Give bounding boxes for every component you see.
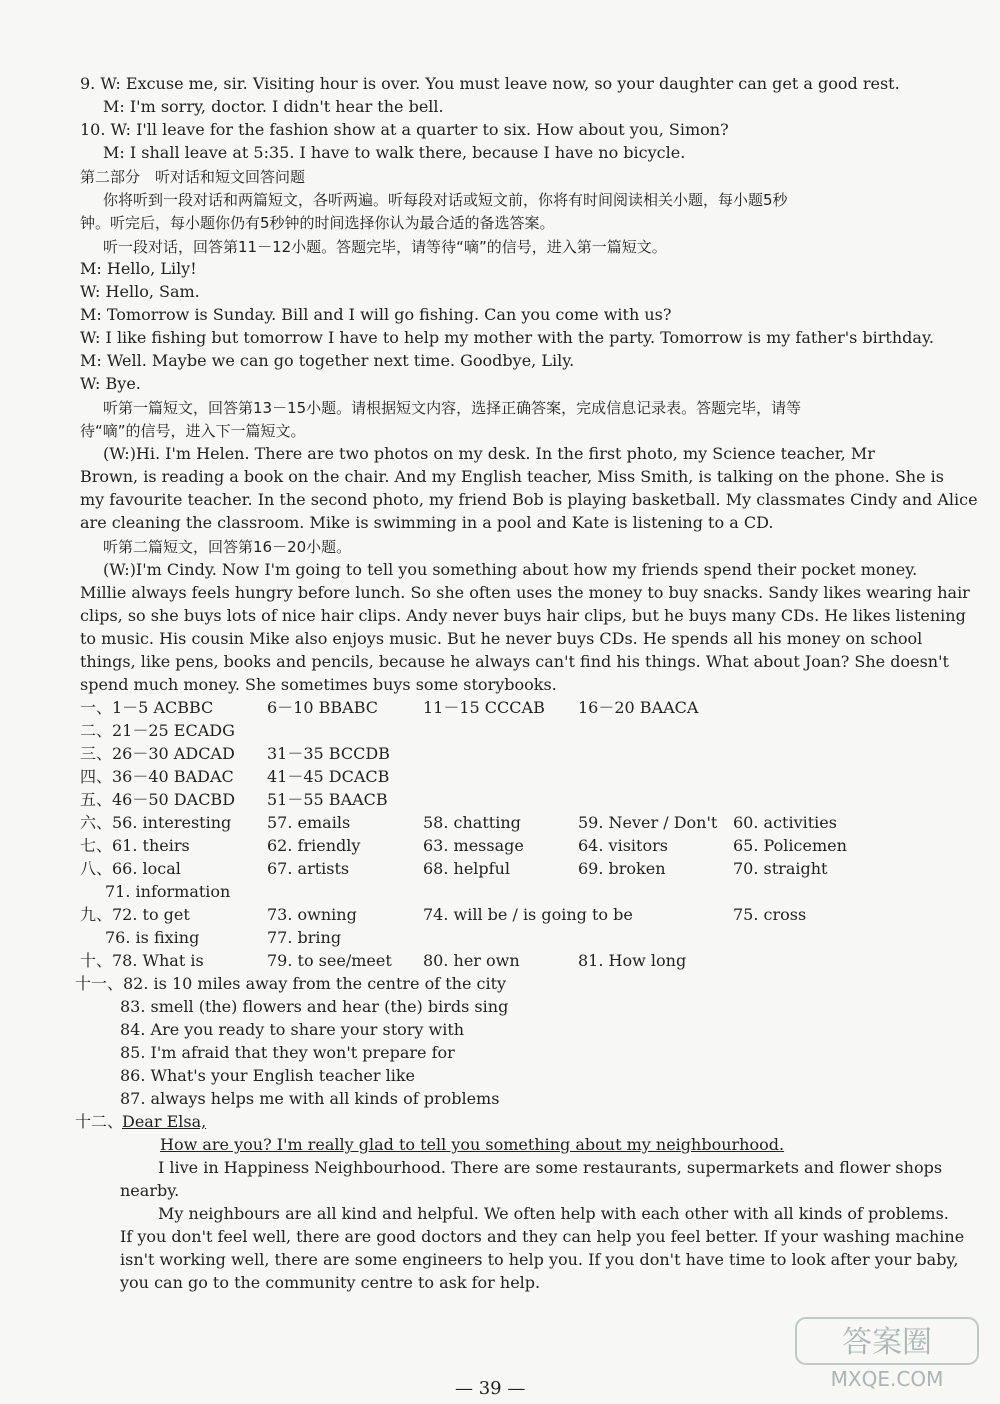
answer-cell: 76. is fixing xyxy=(105,928,200,947)
answer-cell: 59. Never / Don't xyxy=(578,813,718,832)
dialogue2-line: M: Hello, Lily! xyxy=(80,259,197,278)
part2-instruction-2: 钟。听完后，每小题你仍有5秒钟的时间选择你认为最合适的备选答案。 xyxy=(80,214,555,232)
answer-cell: 九、72. to get xyxy=(80,905,190,924)
passage1-line: Brown, is reading a book on the chair. And my English teacher, Miss Smith, is talking on the phone. She is xyxy=(80,467,944,486)
answer-cell: 65. Policemen xyxy=(733,836,847,855)
answer-cell: 83. smell (the) flowers and hear (the) birds sing xyxy=(120,997,509,1016)
passage1-line: are cleaning the classroom. Mike is swimming in a pool and Kate is listening to a CD. xyxy=(80,513,774,532)
part2-heading: 第二部分 听对话和短文回答问题 xyxy=(80,168,306,186)
answer-cell: 84. Are you ready to share your story with xyxy=(120,1020,465,1039)
answer-cell: 57. emails xyxy=(267,813,351,832)
svg-text:答案圈: 答案圈 xyxy=(842,1325,932,1360)
essay-line: nearby. xyxy=(120,1181,180,1200)
passage2-line: to music. His cousin Mike also enjoys music. But he never buys CDs. He spends all his money on school xyxy=(80,629,923,648)
passage2-line: (W:)I'm Cindy. Now I'm going to tell you something about how my friends spend their pocket money. xyxy=(103,560,918,579)
dialogue2-line: M: Well. Maybe we can go together next time. Goodbye, Lily. xyxy=(80,351,575,370)
watermark-icon xyxy=(792,1314,982,1394)
answer-cell: 85. I'm afraid that they won't prepare for xyxy=(120,1043,455,1062)
answer-cell: 80. her own xyxy=(423,951,520,970)
dialogue-line-9w: 9. W: Excuse me, sir. Visiting hour is over. You must leave now, so your daughter can get a good rest. xyxy=(80,74,900,93)
essay-line: How are you? I'm really glad to tell you something about my neighbourhood. xyxy=(160,1135,785,1154)
dialogue2-line: W: Hello, Sam. xyxy=(80,282,200,301)
answer-cell: 62. friendly xyxy=(267,836,361,855)
answer-cell: 31－35 BCCDB xyxy=(267,744,390,763)
answer-cell: 51－55 BAACB xyxy=(267,790,388,809)
answer-cell: 58. chatting xyxy=(423,813,521,832)
essay-greeting: Dear Elsa, xyxy=(122,1112,207,1131)
dialogue2-line: M: Tomorrow is Sunday. Bill and I will go fishing. Can you come with us? xyxy=(80,305,672,324)
answer-cell: 86. What's your English teacher like xyxy=(120,1066,416,1085)
dialogue-line-10m: M: I shall leave at 5:35. I have to walk there, because I have no bicycle. xyxy=(103,143,686,162)
passage1-instruction-1: 听第一篇短文，回答第13－15小题。请根据短文内容，选择正确答案，完成信息记录表。答题完毕，请等 xyxy=(103,399,802,417)
answer-cell: 75. cross xyxy=(733,905,807,924)
answer-cell: 11－15 CCCAB xyxy=(423,698,545,717)
answer-cell: 一、1－5 ACBBC xyxy=(80,698,214,717)
svg-text:MXQE.COM: MXQE.COM xyxy=(830,1367,944,1391)
passage2-line: clips, so she buys lots of nice hair clips. Andy never buys hair clips, but he buys many CDs. He likes listening xyxy=(80,606,966,625)
answer-cell: 81. How long xyxy=(578,951,687,970)
answer-cell: 四、36－40 BADAC xyxy=(80,767,234,786)
answer-cell: 87. always helps me with all kinds of problems xyxy=(120,1089,500,1108)
answer-cell: 73. owning xyxy=(267,905,357,924)
answer-cell: 八、66. local xyxy=(80,859,181,878)
essay-label: 十二、 xyxy=(75,1112,124,1131)
dialogue2-line: W: Bye. xyxy=(80,374,141,393)
essay-line: I live in Happiness Neighbourhood. There are some restaurants, supermarkets and flower shops xyxy=(158,1158,943,1177)
answer-cell: 70. straight xyxy=(733,859,828,878)
passage2-line: things, like pens, books and pencils, because he always can't find his things. What about Joan? She doesn't xyxy=(80,652,949,671)
passage1-instruction-2: 待“嘀”的信号，进入下一篇短文。 xyxy=(80,422,306,440)
essay-line: If you don't feel well, there are good doctors and they can help you feel better. If your washing machine xyxy=(120,1227,965,1246)
answer-cell: 16－20 BAACA xyxy=(578,698,699,717)
part2-instruction-1: 你将听到一段对话和两篇短文，各听两遍。听每段对话或短文前，你将有时间阅读相关小题，每小题5秒 xyxy=(103,191,788,209)
page-number: — 39 — xyxy=(455,1378,526,1399)
passage1-line: my favourite teacher. In the second photo, my friend Bob is playing basketball. My classmates Cindy and Alice xyxy=(80,490,978,509)
answer-cell: 五、46－50 DACBD xyxy=(80,790,236,809)
answer-cell: 67. artists xyxy=(267,859,350,878)
part2-instruction-3: 听一段对话，回答第11－12小题。答题完毕，请等待“嘀”的信号，进入第一篇短文。 xyxy=(103,238,667,256)
answer-cell: 六、56. interesting xyxy=(80,813,232,832)
answer-cell: 三、26－30 ADCAD xyxy=(80,744,235,763)
dialogue-line-10w: 10. W: I'll leave for the fashion show at a quarter to six. How about you, Simon? xyxy=(80,120,729,139)
answer-cell: 63. message xyxy=(423,836,524,855)
answer-cell: 七、61. theirs xyxy=(80,836,190,855)
answer-cell: 77. bring xyxy=(267,928,342,947)
essay-line: you can go to the community centre to ask for help. xyxy=(120,1273,541,1292)
essay-line: My neighbours are all kind and helpful. We often help with each other with all kinds of problems. xyxy=(158,1204,949,1223)
passage2-line: spend much money. She sometimes buys some storybooks. xyxy=(80,675,557,694)
dialogue-line-9m: M: I'm sorry, doctor. I didn't hear the bell. xyxy=(103,97,444,116)
answer-cell: 二、21－25 ECADG xyxy=(80,721,235,740)
answer-cell: 41－45 DCACB xyxy=(267,767,390,786)
passage2-instruction: 听第二篇短文，回答第16－20小题。 xyxy=(103,538,352,556)
answer-cell: 十、78. What is xyxy=(80,951,204,970)
dialogue2-line: W: I like fishing but tomorrow I have to help my mother with the party. Tomorrow is my father's birthday. xyxy=(80,328,934,347)
watermark-logo xyxy=(792,1314,982,1394)
essay-line: isn't working well, there are some engineers to help you. If you don't have time to look after your baby, xyxy=(120,1250,959,1269)
answer-cell: 74. will be / is going to be xyxy=(423,905,633,924)
answer-cell: 71. information xyxy=(105,882,231,901)
answer-cell: 68. helpful xyxy=(423,859,511,878)
answer-cell: 6－10 BBABC xyxy=(267,698,378,717)
answer-cell: 十一、82. is 10 miles away from the centre of the city xyxy=(75,974,507,993)
passage1-line: (W:)Hi. I'm Helen. There are two photos on my desk. In the first photo, my Science teacher, Mr xyxy=(103,444,875,463)
answer-cell: 60. activities xyxy=(733,813,837,832)
answer-cell: 79. to see/meet xyxy=(267,951,392,970)
answer-cell: 64. visitors xyxy=(578,836,668,855)
answer-cell: 69. broken xyxy=(578,859,666,878)
passage2-line: Millie always feels hungry before lunch. So she often uses the money to buy snacks. Sandy likes wearing hair xyxy=(80,583,970,602)
